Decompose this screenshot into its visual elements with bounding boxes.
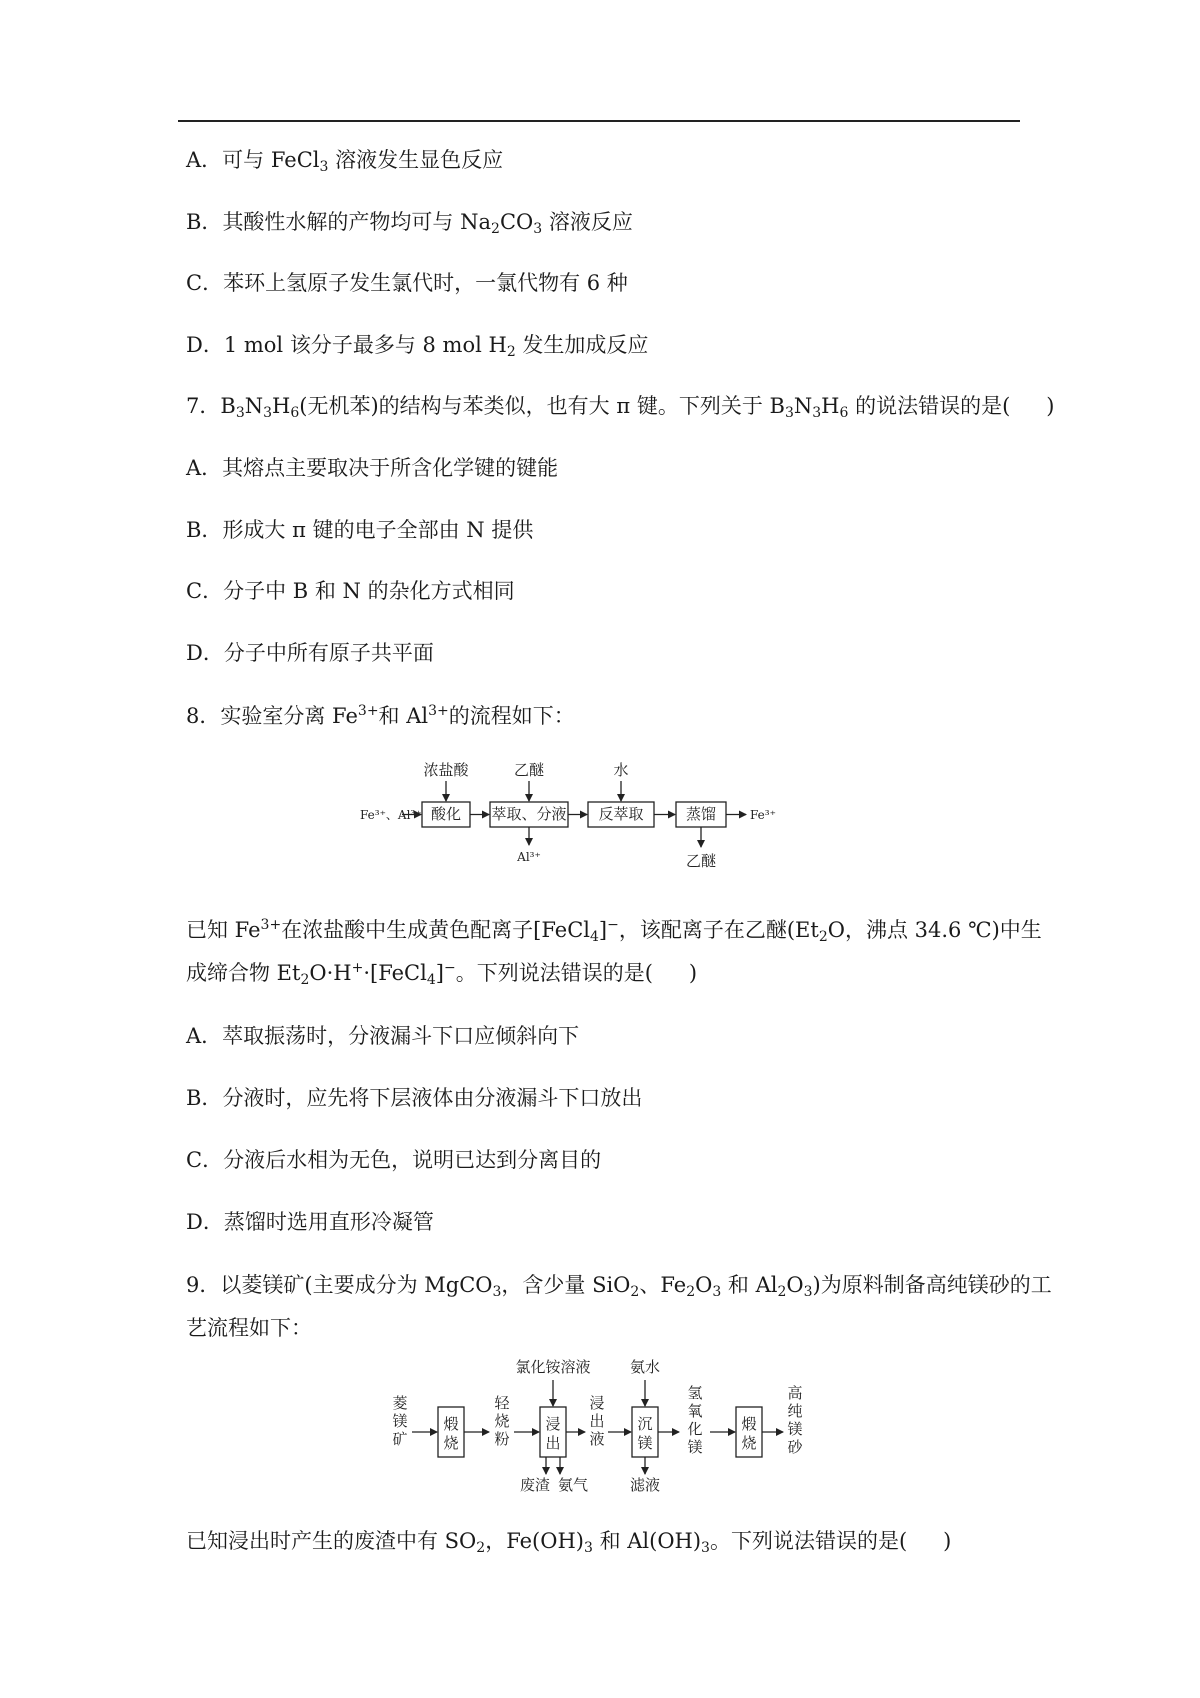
q9-mid1-char-2: 粉	[494, 1430, 510, 1448]
q7-stem: 7．$B_3N_3H_6$(无机苯)的结构与苯类似，也有大 π 键。下列关于 $B_3N_3H_6$ 的说法错误的是( )	[186, 394, 1055, 421]
q8-input-label: Fe³⁺、Al³⁺	[360, 808, 422, 822]
q9-reagent2: 氨水	[629, 1358, 661, 1376]
q9-raw-char-2: 矿	[392, 1430, 408, 1448]
q8-byproduct1: Al³⁺	[517, 850, 541, 864]
q9-product-char-1: 纯	[787, 1402, 803, 1420]
q7-option-a: A．其熔点主要取决于所含化学键的键能	[186, 456, 559, 480]
q9-stem-line2: 艺流程如下：	[186, 1316, 312, 1340]
q9-product-char-3: 砂	[787, 1438, 803, 1456]
q6-option-a: A．可与 FeCl$_3$ 溶液发生显色反应	[186, 148, 504, 175]
q9-waste2: 氨气	[557, 1476, 589, 1494]
q8-option-d: D．蒸馏时选用直形冷凝管	[186, 1210, 434, 1234]
q9-mid2-char-0: 浸	[589, 1394, 605, 1412]
header-rule	[178, 120, 1020, 122]
q6-option-c: C．苯环上氢原子发生氯代时，一氯代物有 6 种	[186, 271, 628, 295]
q8-step2-label: 萃取、分液	[491, 805, 567, 823]
q9-step3-char-1: 镁	[637, 1434, 653, 1452]
q9-mid1-char-1: 烧	[494, 1412, 510, 1430]
q9-reagent1: 氯化铵溶液	[515, 1358, 591, 1376]
q9-mid2-char-1: 出	[589, 1412, 605, 1430]
q9-flow-diagram	[390, 1358, 820, 1498]
q6-option-d: D．1 mol 该分子最多与 8 mol $H_2$ 发生加成反应	[186, 333, 649, 360]
q8-option-a: A．萃取振荡时，分液漏斗下口应倾斜向下	[186, 1024, 580, 1048]
q8-option-b: B．分液时，应先将下层液体由分液漏斗下口放出	[186, 1086, 643, 1110]
q9-mid3-char-2: 化	[687, 1420, 703, 1438]
q8-known-line2: 成缔合物 $Et_2O\cdot H^+\cdot[FeCl_4]^-$。下列说法错误的是( )	[186, 960, 698, 988]
q8-output-label: Fe³⁺	[750, 808, 776, 822]
q8-option-c: C．分液后水相为无色，说明已达到分离目的	[186, 1148, 602, 1172]
q9-product-char-2: 镁	[787, 1420, 803, 1438]
q9-step4-char-0: 煅	[741, 1415, 757, 1433]
q9-raw-char-1: 镁	[392, 1412, 408, 1430]
q8-reagent2: 乙醚	[513, 761, 545, 779]
q8-flow-diagram	[360, 755, 860, 880]
q9-mid3-char-0: 氢	[687, 1384, 703, 1402]
q9-mid2-char-2: 液	[589, 1430, 605, 1448]
q9-waste3: 滤液	[629, 1476, 661, 1494]
q9-mid1-char-0: 轻	[494, 1394, 510, 1412]
q8-byproduct2: 乙醚	[685, 852, 717, 870]
q9-raw-char-0: 菱	[392, 1394, 408, 1412]
q9-step1-char-0: 煅	[443, 1415, 459, 1433]
q9-known-line: 已知浸出时产生的废渣中有 $SO_2$，$Fe(OH)_3$ 和 $Al(OH)_3$。下列说法错误的是( )	[186, 1529, 952, 1556]
q9-mid3-char-1: 氧	[687, 1402, 703, 1420]
q9-stem-line1: 9．以菱镁矿(主要成分为 MgCO$_3$，含少量 SiO$_2$、$Fe_2O_3$ 和 $Al_2O_3$)为原料制备高纯镁砂的工	[186, 1273, 1052, 1300]
q9-mid3-char-3: 镁	[687, 1438, 703, 1456]
q6-option-b: B．其酸性水解的产物均可与 $Na_2CO_3$ 溶液反应	[186, 210, 633, 237]
q9-step1-char-1: 烧	[443, 1434, 459, 1452]
q8-stem: 8．实验室分离 $Fe^{3+}$和 $Al^{3+}$的流程如下：	[186, 703, 575, 728]
q9-waste1: 废渣	[519, 1476, 551, 1494]
q7-option-c: C．分子中 B 和 N 的杂化方式相同	[186, 579, 515, 603]
q9-step2-char-1: 出	[545, 1434, 561, 1452]
q8-step3-label: 反萃取	[598, 805, 644, 823]
q8-reagent3: 水	[613, 761, 629, 779]
q8-step1-label: 酸化	[430, 805, 462, 823]
q9-step4-char-1: 烧	[741, 1434, 757, 1452]
q7-option-b: B．形成大 π 键的电子全部由 N 提供	[186, 518, 534, 542]
q9-product-char-0: 高	[787, 1384, 803, 1402]
q8-reagent1: 浓盐酸	[423, 761, 469, 779]
q9-step3-char-0: 沉	[637, 1415, 653, 1433]
q9-step2-char-0: 浸	[545, 1415, 561, 1433]
q7-option-d: D．分子中所有原子共平面	[186, 641, 434, 665]
q8-known-line1: 已知 $Fe^{3+}$在浓盐酸中生成黄色配离子[FeCl$_4$]−，该配离子在乙醚($Et_2O$，沸点 34.6 ℃)中生	[186, 917, 1042, 945]
q8-step4-label: 蒸馏	[685, 805, 717, 823]
